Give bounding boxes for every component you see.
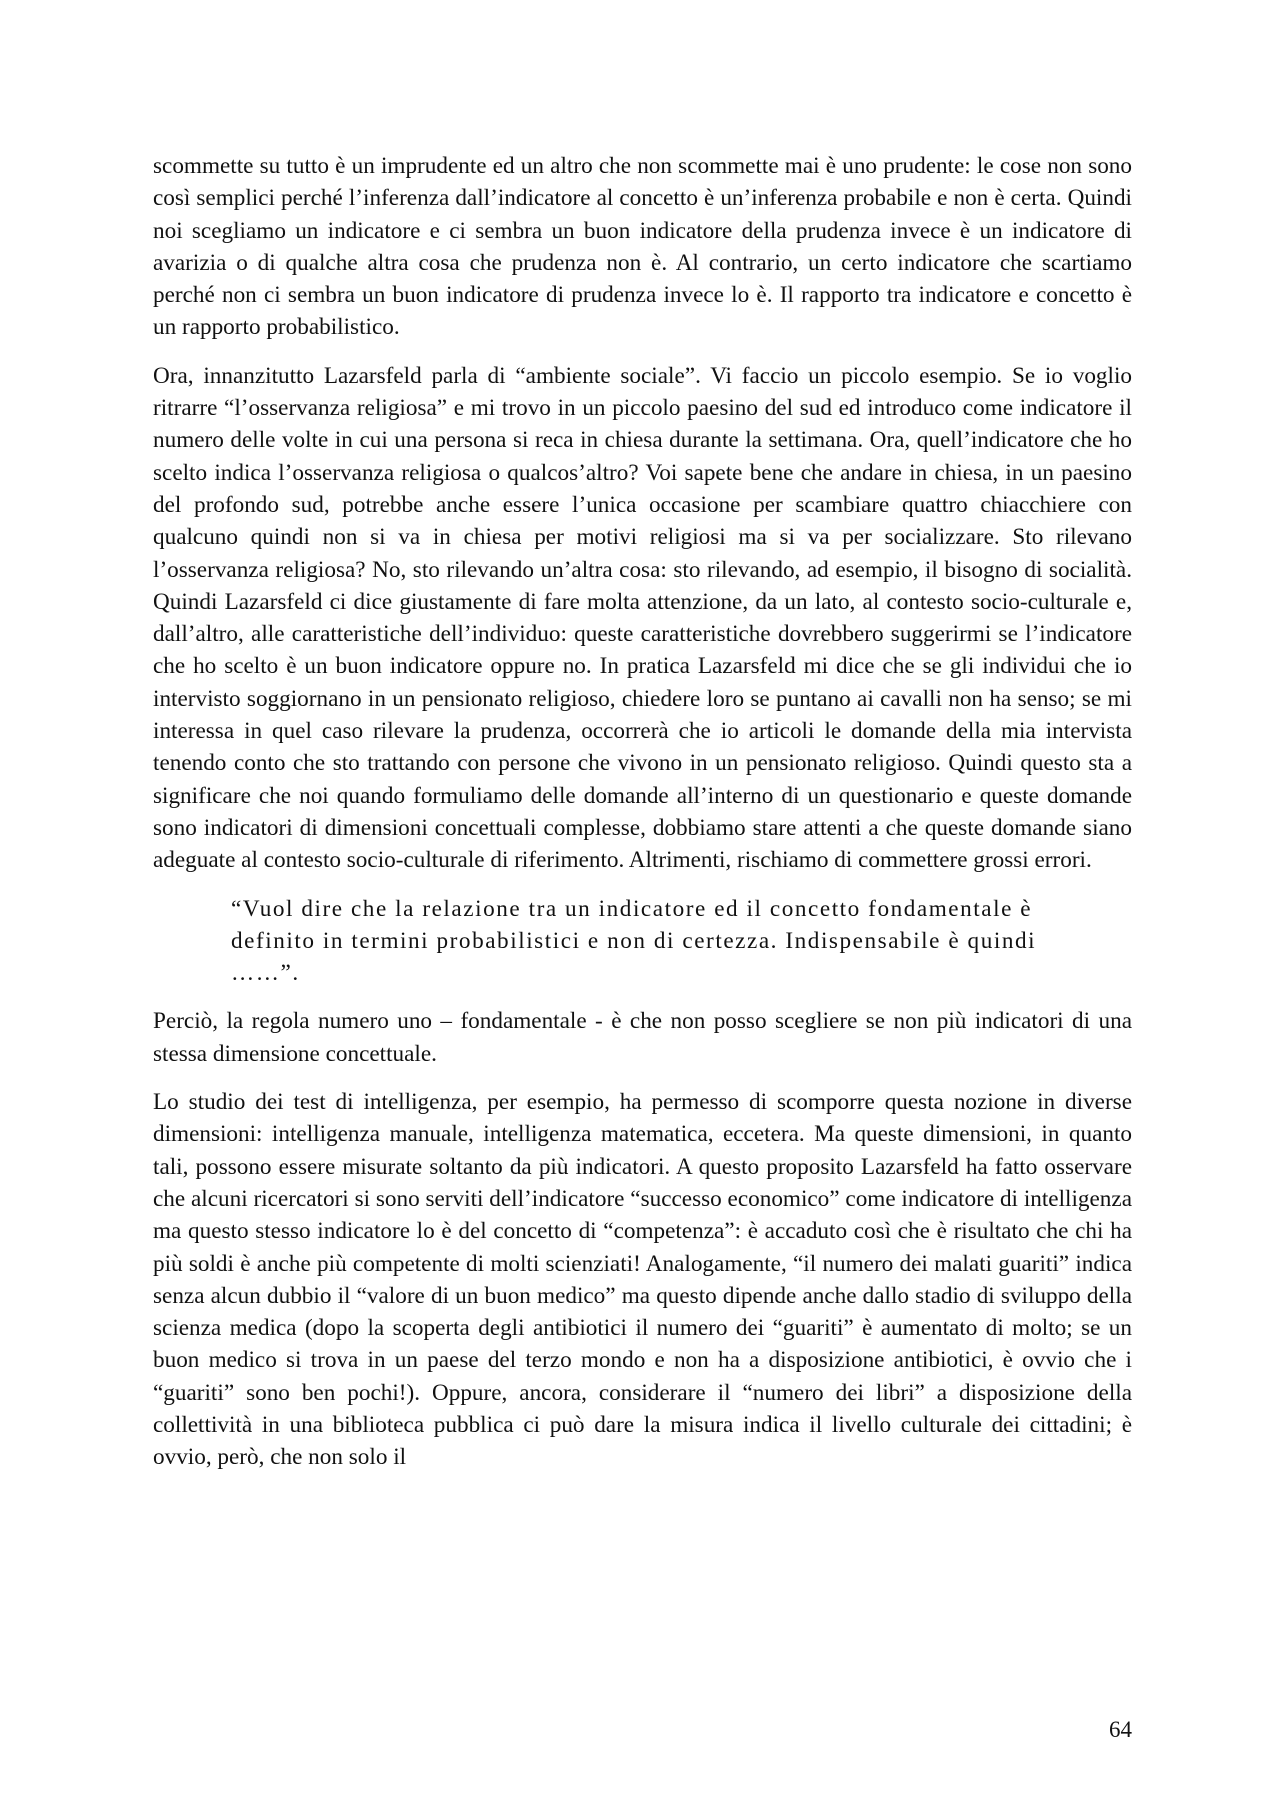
body-text: [153, 150, 1132, 1490]
paragraph-rule-one: Perciò, la regola numero uno – fondamentale - è che non posso scegliere se non più indicatori di una stessa dimensione concettuale.: [153, 1008, 1132, 1067]
paragraph-intelligence-tests: Lo studio dei test di intelligenza, per esempio, ha permesso di scomporre questa nozione in diverse dimensioni: intelligenza manuale, intelligenza matematica, eccetera. Ma queste dimensioni, in quanto tali, possono essere misurate soltanto da più indicatori. A questo proposito Lazarsfeld ha fatto osservare che alcuni ricercatori si sono serviti dell’indicatore “successo economico” come indicatore di intelligenza ma questo stesso indicatore lo è del concetto di “competenza”: è accaduto così che è risultato che chi ha più soldi è anche più competente di molti scienziati! Analogamente, “il numero dei malati guariti” indica senza alcun dubbio il “valore di un buon medico” ma questo dipende anche dallo stadio di sviluppo della scienza medica (dopo la scoperta degli antibiotici il numero dei “guariti” è aumentato di molto; se un buon medico si trova in un paese del terzo mondo e non ha a disposizione antibiotici, è ovvio che i “guariti” sono ben pochi!). Oppure, ancora, considerare il “numero dei libri” a disposizione della collettività in una biblioteca pubblica ci può dare la misura indica il livello culturale dei cittadini; è ovvio, però, che non solo il: [153, 1089, 1132, 1471]
paragraph-social-environment: Ora, innanzitutto Lazarsfeld parla di “ambiente sociale”. Vi faccio un piccolo esempio. Se io voglio ritrarre “l’osservanza religiosa” e mi trovo in un piccolo paesino del sud ed introduco come indicatore il numero delle volte in cui una persona si reca in chiesa durante la settimana. Ora, quell’indicatore che ho scelto indica l’osservanza religiosa o qualcos’altro? Voi sapete bene che andare in chiesa, in un paesino del profondo sud, potrebbe anche essere l’unica occasione per scambiare quattro chiacchiere con qualcuno quindi non si va in chiesa per motivi religiosi ma si va per socializzare. Sto rilevano l’osservanza religiosa? No, sto rilevando un’altra cosa: sto rilevando, ad esempio, il bisogno di socialità. Quindi Lazarsfeld ci dice giustamente di fare molta attenzione, da un lato, al contesto socio-culturale e, dall’altro, alle caratteristiche dell’individuo: queste caratteristiche dovrebbero suggerirmi se l’indicatore che ho scelto è un buon indicatore oppure no. In pratica Lazarsfeld mi dice che se gli individui che io intervisto soggiornano in un pensionato religioso, chiedere loro se puntano ai cavalli non ha senso; se mi interessa in quel caso rilevare la prudenza, occorrerà che io articoli le domande della mia intervista tenendo conto che sto trattando con persone che vivono in un pensionato religioso. Quindi questo sta a significare che noi quando formuliamo delle domande all’interno di un questionario e queste domande sono indicatori di dimensioni concettuali complesse, dobbiamo stare attenti a che queste domande siano adeguate al contesto socio-culturale di riferimento. Altrimenti, rischiamo di commettere grossi errori.: [153, 362, 1132, 874]
block-quote: “Vuol dire che la relazione tra un indicatore ed il concetto fondamentale è definito in termini probabilistici e non di certezza. Indispensabile è quindi ……”.: [231, 895, 1037, 987]
paragraph-prudence: scommette su tutto è un imprudente ed un altro che non scommette mai è uno prudente: le cose non sono così semplici perché l’inferenza dall’indicatore al concetto è un’inferenza probabile e non è certa. Quindi noi scegliamo un indicatore e ci sembra un buon indicatore della prudenza invece è un indicatore di avarizia o di qualche altra cosa che prudenza non è. Al contrario, un certo indicatore che scartiamo perché non ci sembra un buon indicatore di prudenza invece lo è. Il rapporto tra indicatore e concetto è un rapporto probabilistico.: [153, 153, 1132, 341]
page-number: 64: [1109, 1717, 1132, 1742]
